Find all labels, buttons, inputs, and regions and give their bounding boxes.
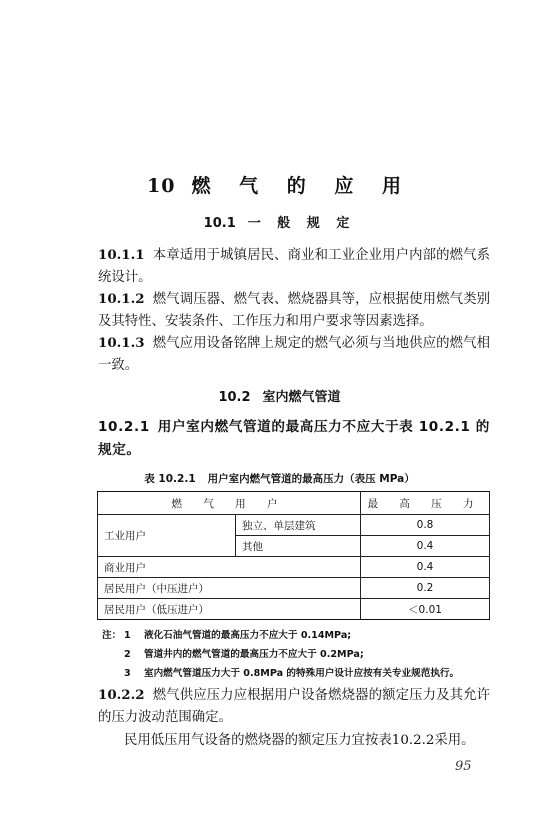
chapter-title-text: 燃 气 的 应 用 (191, 175, 412, 197)
clause-text: 燃气供应压力应根据用户设备燃烧器的额定压力及其允许的压力波动范围确定。 (98, 688, 490, 725)
note-index: 2 (124, 649, 131, 660)
section-heading-10-2 (0, 386, 559, 405)
clause-text: 燃气调压器、燃气表、燃烧器具等，应根据使用燃气类别及其特性、安装条件、工作压力和用户要求等因素选择。 (98, 292, 490, 329)
section-number: 10.1 (203, 216, 236, 231)
clause-text: 用户室内燃气管道的最高压力不应大于表 10.2.1 的规定。 (98, 419, 490, 458)
clause-10-2-2 (98, 684, 490, 729)
page-number: 95 (455, 759, 472, 774)
table-title: 用户室内燃气管道的最高压力（表压 MPa） (207, 473, 415, 485)
section-number: 10.2 (218, 390, 251, 405)
header-gas-user: 燃 气 用 户 (98, 492, 361, 515)
table-row (98, 557, 490, 578)
note-index: 1 (124, 630, 131, 641)
clause-10-2-1 (98, 416, 490, 462)
clause-number: 10.1.1 (98, 247, 145, 263)
pressure-cell: 0.4 (361, 536, 490, 557)
clause-10-1-2 (98, 288, 490, 333)
clause-number: 10.1.3 (98, 335, 145, 351)
industrial-user-cell: 工业用户 (98, 515, 236, 557)
pressure-table (97, 491, 490, 620)
pressure-cell: ＜0.01 (361, 599, 490, 620)
table-row (98, 578, 490, 599)
note-item (102, 626, 502, 645)
pressure-cell: 0.8 (361, 515, 490, 536)
user-cell: 商业用户 (98, 557, 361, 578)
table-caption (0, 471, 559, 486)
section-heading-10-1 (0, 212, 559, 231)
clause-10-1-1 (98, 244, 490, 289)
note-prefix: 注： (102, 630, 122, 641)
clause-text: 燃气应用设备铭牌上规定的燃气必须与当地供应的燃气相一致。 (98, 336, 490, 373)
industrial-subtype-cell: 其他 (236, 536, 361, 557)
table-row (98, 599, 490, 620)
section-title: 一 般 规 定 (247, 216, 356, 231)
clause-10-1-3 (98, 332, 490, 377)
clause-number: 10.1.2 (98, 291, 145, 307)
note-text: 液化石油气管道的最高压力不应大于 0.14MPa; (144, 630, 352, 641)
table-number: 表 10.2.1 (144, 473, 196, 485)
pressure-cell: 0.4 (361, 557, 490, 578)
pressure-cell: 0.2 (361, 578, 490, 599)
user-cell: 居民用户（低压进户） (98, 599, 361, 620)
industrial-subtype-cell: 独立、单层建筑 (236, 515, 361, 536)
note-item (102, 664, 502, 683)
note-item (102, 645, 502, 664)
table-header-row (98, 492, 490, 515)
clause-number: 10.2.2 (98, 687, 145, 703)
note-text: 室内燃气管道压力大于 0.8MPa 的特殊用户设计应按有关专业规范执行。 (144, 668, 460, 679)
closing-paragraph: 民用低压用气设备的燃烧器的额定压力宜按表10.2.2采用。 (124, 733, 475, 748)
clause-number: 10.2.1 (98, 419, 150, 435)
chapter-number: 10 (147, 175, 176, 197)
chapter-title (0, 171, 559, 198)
header-max-pressure: 最 高 压 力 (361, 492, 490, 515)
section-title: 室内燃气管道 (262, 390, 341, 405)
user-cell: 居民用户（中压进户） (98, 578, 361, 599)
clause-text: 本章适用于城镇居民、商业和工业企业用户内部的燃气系统设计。 (98, 248, 490, 285)
note-text: 管道井内的燃气管道的最高压力不应大于 0.2MPa; (144, 649, 364, 660)
table-notes (102, 626, 502, 683)
table-row (98, 515, 490, 536)
note-index: 3 (124, 668, 131, 679)
